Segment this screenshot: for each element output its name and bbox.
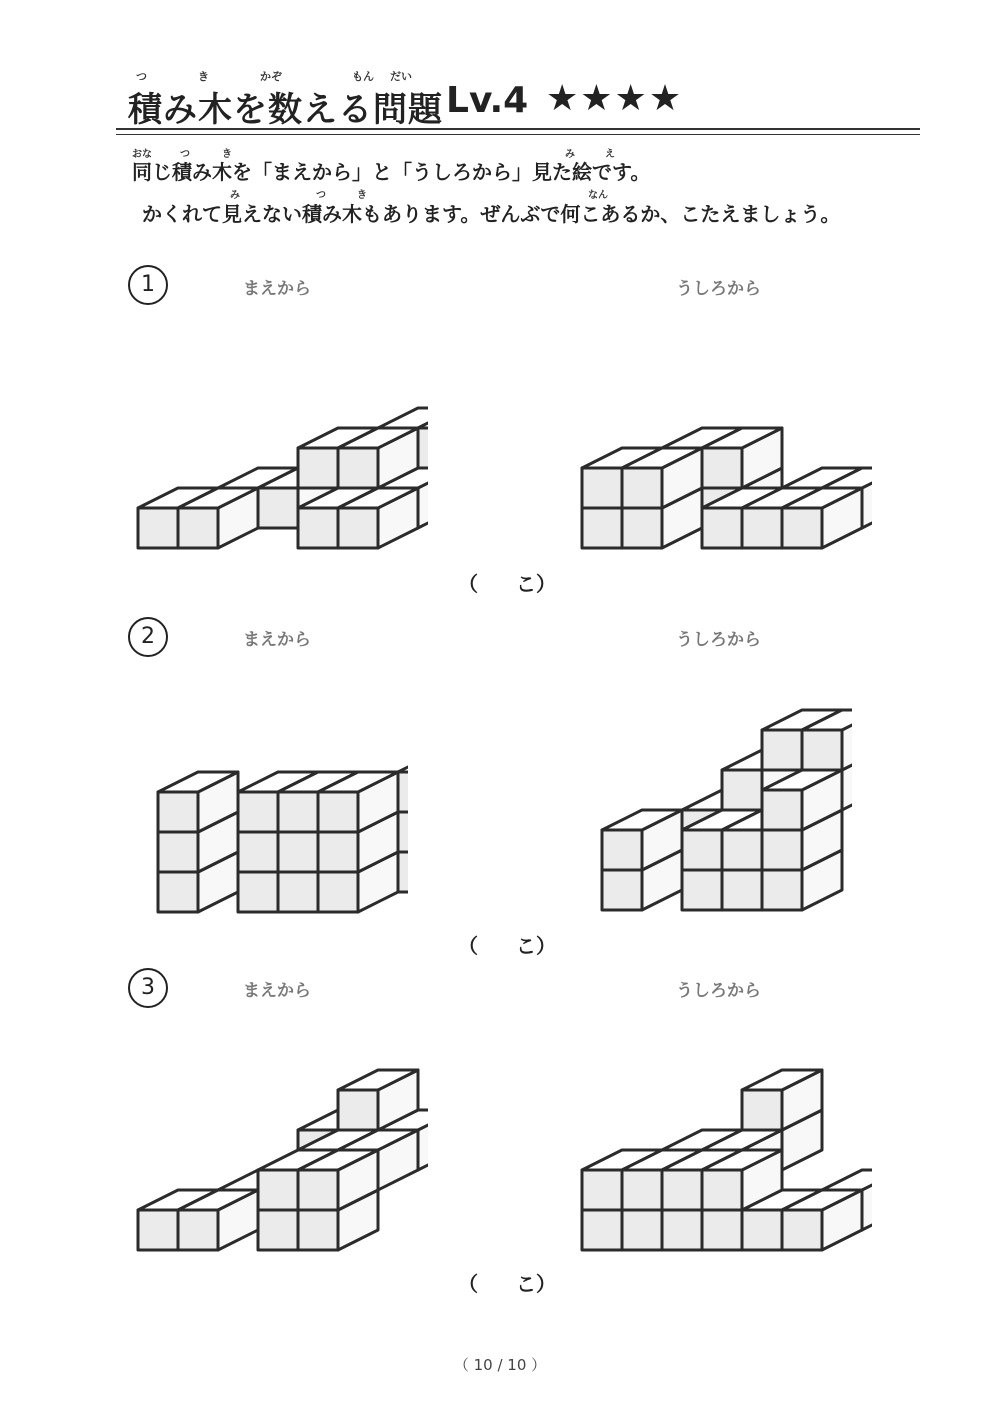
ruby-2: き [222, 149, 232, 160]
title-area [128, 60, 928, 130]
answer-unit-1: こ） [516, 572, 556, 596]
block-figure-front-3 [128, 1032, 428, 1262]
answer-unit-3: こ） [516, 1272, 556, 1296]
ruby-1: つ [316, 190, 326, 201]
ruby-2: かぞ [260, 70, 282, 83]
block-figure-back-1 [572, 330, 872, 560]
difficulty-stars: ★★★★ [546, 78, 684, 119]
page-number: （ 10 / 10 ） [453, 1356, 547, 1374]
block-figure-back-2 [592, 670, 852, 922]
block-figure-front-1 [128, 330, 428, 560]
block-figure-front-2 [148, 718, 408, 923]
ruby-1: つ [180, 149, 190, 160]
ruby-0: み [230, 190, 240, 201]
problem-number-2: 2 [128, 617, 168, 657]
level-label: Lv.4 [446, 80, 529, 121]
page-title: 積み木を数える問題 [128, 90, 443, 130]
answer-unit-2: こ） [516, 934, 556, 958]
header-rule-thin [116, 134, 920, 135]
ruby-1: き [198, 70, 209, 83]
ruby-0: つ [136, 70, 147, 83]
answer-open-paren-2: （ [458, 934, 478, 958]
back-view-label-2: うしろから [676, 630, 761, 650]
problem-number-3: 3 [128, 968, 168, 1008]
front-view-label-1: まえから [243, 279, 311, 299]
header-rule-thick [116, 128, 920, 130]
front-view-label-3: まえから [243, 981, 311, 1001]
instruction-line2: かくれて見えない積み木もあります。ぜんぶで何こあるか、こたえましょう。 [142, 202, 841, 226]
ruby-3: み [565, 149, 575, 160]
instruction-line1: 同じ積み木を「まえから」と「うしろから」見た絵です。 [132, 160, 651, 184]
answer-open-paren-1: （ [458, 572, 478, 596]
answer-box-1[interactable] [458, 568, 556, 597]
answer-open-paren-3: （ [458, 1272, 478, 1296]
ruby-4: え [605, 149, 615, 160]
ruby-4: だい [390, 70, 412, 83]
answer-box-3[interactable] [458, 1268, 556, 1297]
back-view-label-1: うしろから [676, 279, 761, 299]
problem-number-1: 1 [128, 265, 168, 305]
ruby-3: なん [588, 190, 608, 201]
ruby-0: おな [132, 149, 152, 160]
ruby-2: き [357, 190, 367, 201]
answer-box-2[interactable] [458, 930, 556, 959]
block-figure-back-3 [572, 1032, 872, 1262]
back-view-label-3: うしろから [676, 981, 761, 1001]
front-view-label-2: まえから [243, 630, 311, 650]
ruby-3: もん [352, 70, 374, 83]
